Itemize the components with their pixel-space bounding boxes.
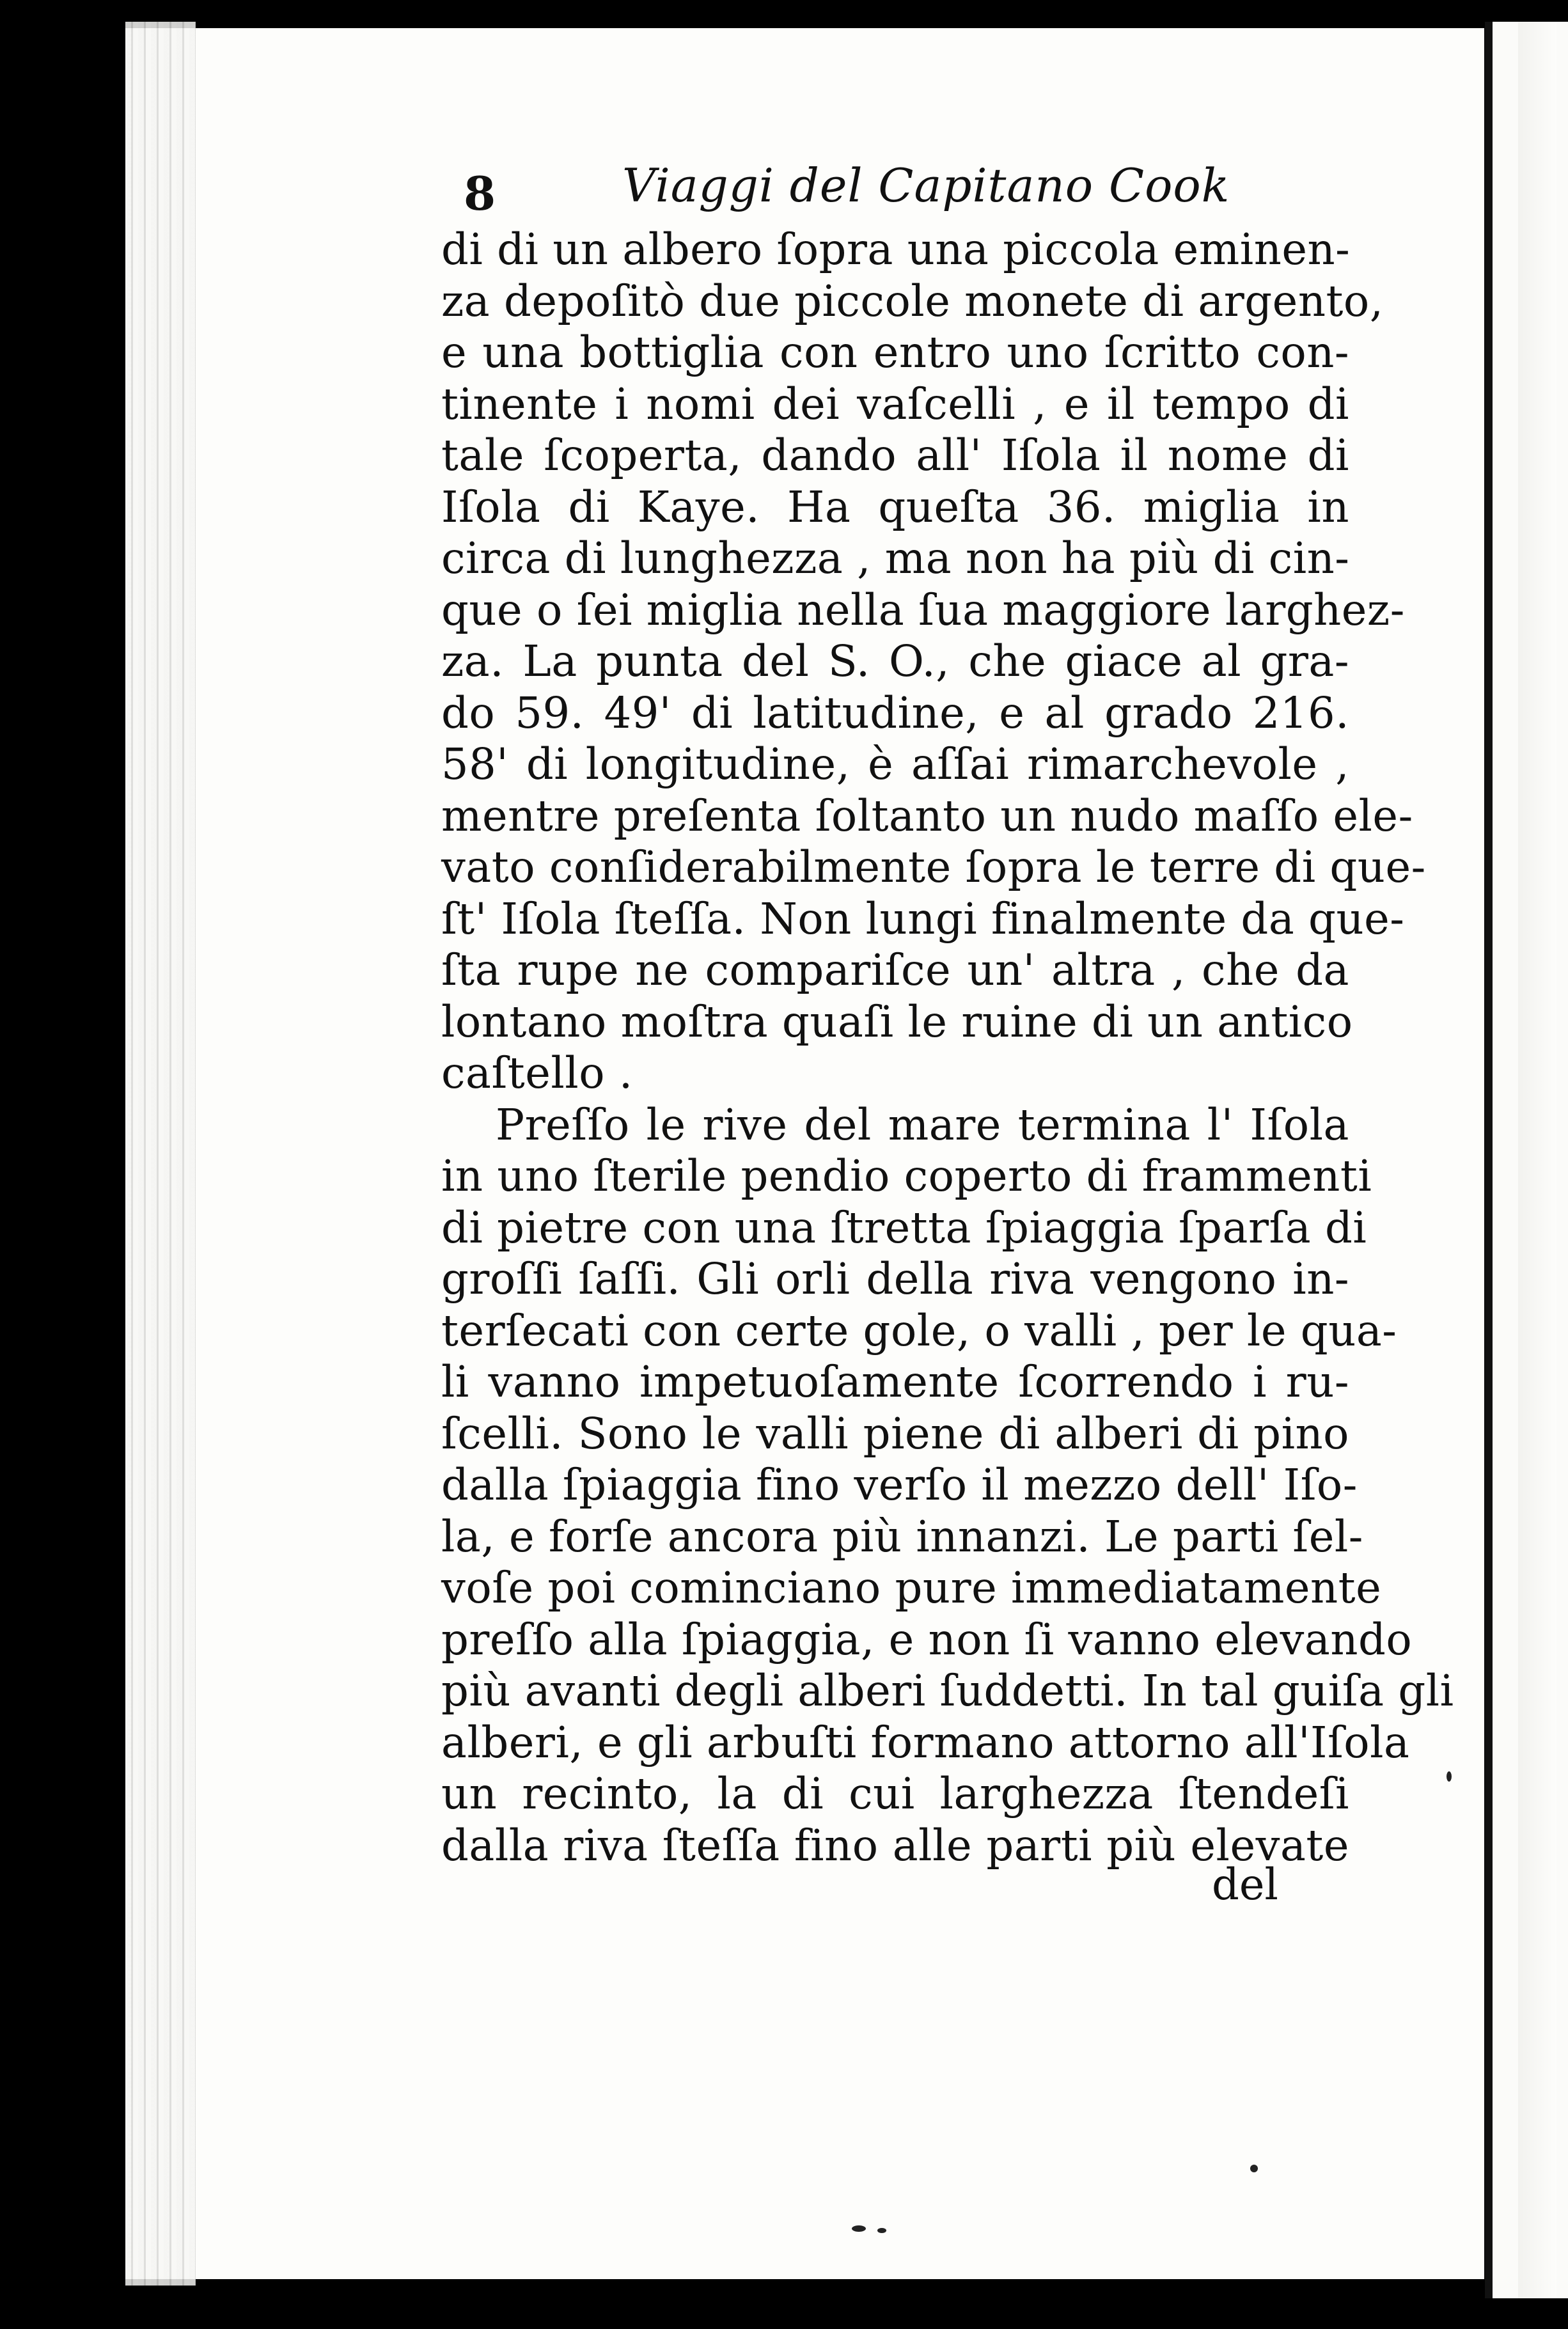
page-number: 8 xyxy=(464,166,496,221)
text-line: preſſo alla ſpiaggia, e non ſi vanno elevando xyxy=(441,1614,1413,1665)
text-line: lontano moſtra quaſi le ruine di un antico xyxy=(441,996,1353,1047)
text-line: groſſi ſaſſi. Gli orli della riva vengono in- xyxy=(441,1254,1349,1304)
running-title: Viaggi del Capitano Cook xyxy=(622,159,1230,212)
facing-page-edge xyxy=(1485,22,1568,2298)
ink-speck xyxy=(1250,2165,1258,2172)
text-line: dalla ſpiaggia fino verſo il mezzo dell' Iſo- xyxy=(441,1460,1358,1510)
text-line: tinente i nomi dei vaſcelli , e il tempo di xyxy=(441,379,1349,429)
running-head xyxy=(464,159,1295,229)
text-line: un recinto, la di cui larghezza ſtendeſi xyxy=(441,1769,1349,1819)
text-line: za. La punta del S. O., che giace al gra- xyxy=(441,636,1349,686)
text-line: mentre preſenta ſoltanto un nudo maſſo ele- xyxy=(441,790,1413,841)
text-line: di di un albero ſopra una piccola eminen- xyxy=(441,224,1351,274)
ink-speck xyxy=(852,2225,866,2232)
text-line: 58' di longitudine, è aſſai rimarchevole , xyxy=(441,739,1349,789)
text-line: que o ſei miglia nella ſua maggiore larghez- xyxy=(441,584,1405,635)
text-line: alberi, e gli arbuſti formano attorno all'Iſola xyxy=(441,1717,1410,1768)
text-line: ſta rupe ne compariſce un' altra , che da xyxy=(441,945,1349,995)
text-line: tale ſcoperta, dando all' Iſola il nome di xyxy=(441,430,1349,480)
text-line: e una bottiglia con entro uno ſcritto con- xyxy=(441,327,1349,377)
text-line: la, e forſe ancora più innanzi. Le parti ſel- xyxy=(441,1511,1363,1562)
text-line: più avanti degli alberi ſuddetti. In tal guiſa gli xyxy=(441,1666,1454,1716)
text-line: terſecati con certe gole, o valli , per le qua- xyxy=(441,1305,1397,1356)
text-line: dalla riva ſteſſa fino alle parti più elevate xyxy=(441,1820,1349,1870)
ink-speck xyxy=(1446,1771,1452,1782)
paragraph-start-line: Preſſo le rive del mare termina l' Iſola xyxy=(496,1099,1349,1150)
text-line: za depoſitò due piccole monete di argento, xyxy=(441,276,1384,326)
text-line: voſe poi cominciano pure immediatamente xyxy=(441,1563,1382,1613)
text-line: di pietre con una ſtretta ſpiaggia ſparſa di xyxy=(441,1202,1367,1253)
text-line: caſtello . xyxy=(441,1048,633,1098)
text-line: ſt' Iſola ſteſſa. Non lungi finalmente da que- xyxy=(441,893,1405,944)
text-line: Iſola di Kaye. Ha queſta 36. miglia in xyxy=(441,482,1349,532)
text-line: do 59. 49' di latitudine, e al grado 216. xyxy=(441,687,1349,738)
text-line: in uno ſterile pendio coperto di frammenti xyxy=(441,1151,1372,1201)
text-line: ſcelli. Sono le valli piene di alberi di pino xyxy=(441,1408,1349,1459)
text-line: circa di lunghezza , ma non ha più di cin- xyxy=(441,533,1350,583)
ink-speck xyxy=(877,2228,886,2233)
page-edges xyxy=(125,22,196,2286)
body-text xyxy=(441,224,1454,1871)
text-line: vato conſiderabilmente ſopra le terre di que- xyxy=(441,842,1426,892)
text-line: li vanno impetuoſamente ſcorrendo i ru- xyxy=(441,1357,1349,1407)
catchword: del xyxy=(1212,1860,1278,1909)
